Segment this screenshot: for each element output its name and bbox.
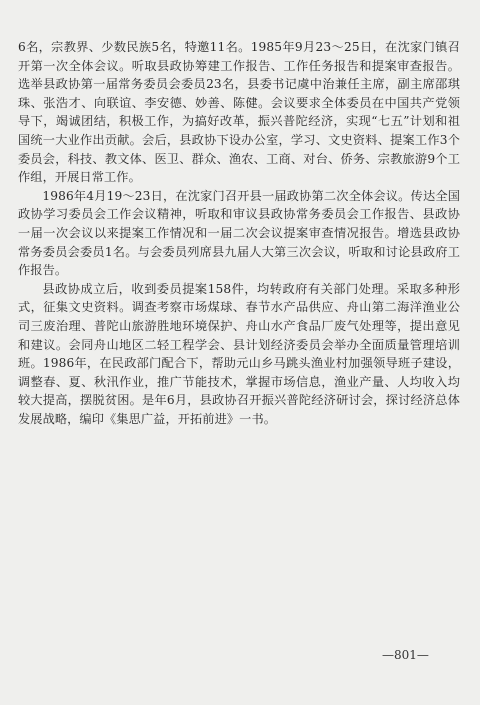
- body-text: [18, 38, 460, 428]
- paragraph-1: 6名，宗教界、少数民族5名，特邀11名。1985年9月23～25日，在沈家门镇召开第一次全体会议。听取县政协筹建工作报告、工作任务报告和提案审查报告。选举县政协第一届常务委员会委员23名，县委书记虞中治兼任主席，副主席邵琪珠、张浩才、向联谊、李安德、妙善、陈健。会议要求全体委员在中国共产党领导下，竭诚团结，积极工作，为搞好改革，振兴普陀经济，实现“七五”计划和祖国统一大业作出贡献。会后，县政协下设办公室，学习、文史资料、提案工作3个委员会，科技、教文体、医卫、群众、渔农、工商、对台、侨务、宗教旅游9个工作组，开展日常工作。: [18, 40, 460, 185]
- paragraph-3: 县政协成立后，收到委员提案158件，均转政府有关部门处理。采取多种形式，征集文史资料。调查考察市场煤球、春节水产品供应、舟山第二海洋渔业公司三废治理、普陀山旅游胜地环境保护、舟山水产食品厂废气处理等，提出意见和建议。会同舟山地区二轻工程学会、县计划经济委员会举办全面质量管理培训班。1986年，在民政部门配合下，帮助元山乡马跳头渔业村加强领导班子建设，调整春、夏、秋汛作业，推广节能技术，掌握市场信息，渔业产量、人均收入均较大提高，摆脱贫困。是年6月，县政协召开振兴普陀经济研讨会，探讨经济总体发展战略，编印《集思广益，开拓前进》一书。: [18, 281, 460, 426]
- paragraph-2: 1986年4月19～23日，在沈家门召开县一届政协第二次全体会议。传达全国政协学习委员会工作会议精神，听取和审议县政协常务委员会工作报告、县政协一届一次会议以来提案工作情况和一届二次会议提案审查情况报告。增选县政协常务委员会委员1名。与会委员列席县九届人大第三次会议，听取和讨论县政府工作报告。: [18, 188, 460, 278]
- page-number: —801—: [382, 648, 429, 662]
